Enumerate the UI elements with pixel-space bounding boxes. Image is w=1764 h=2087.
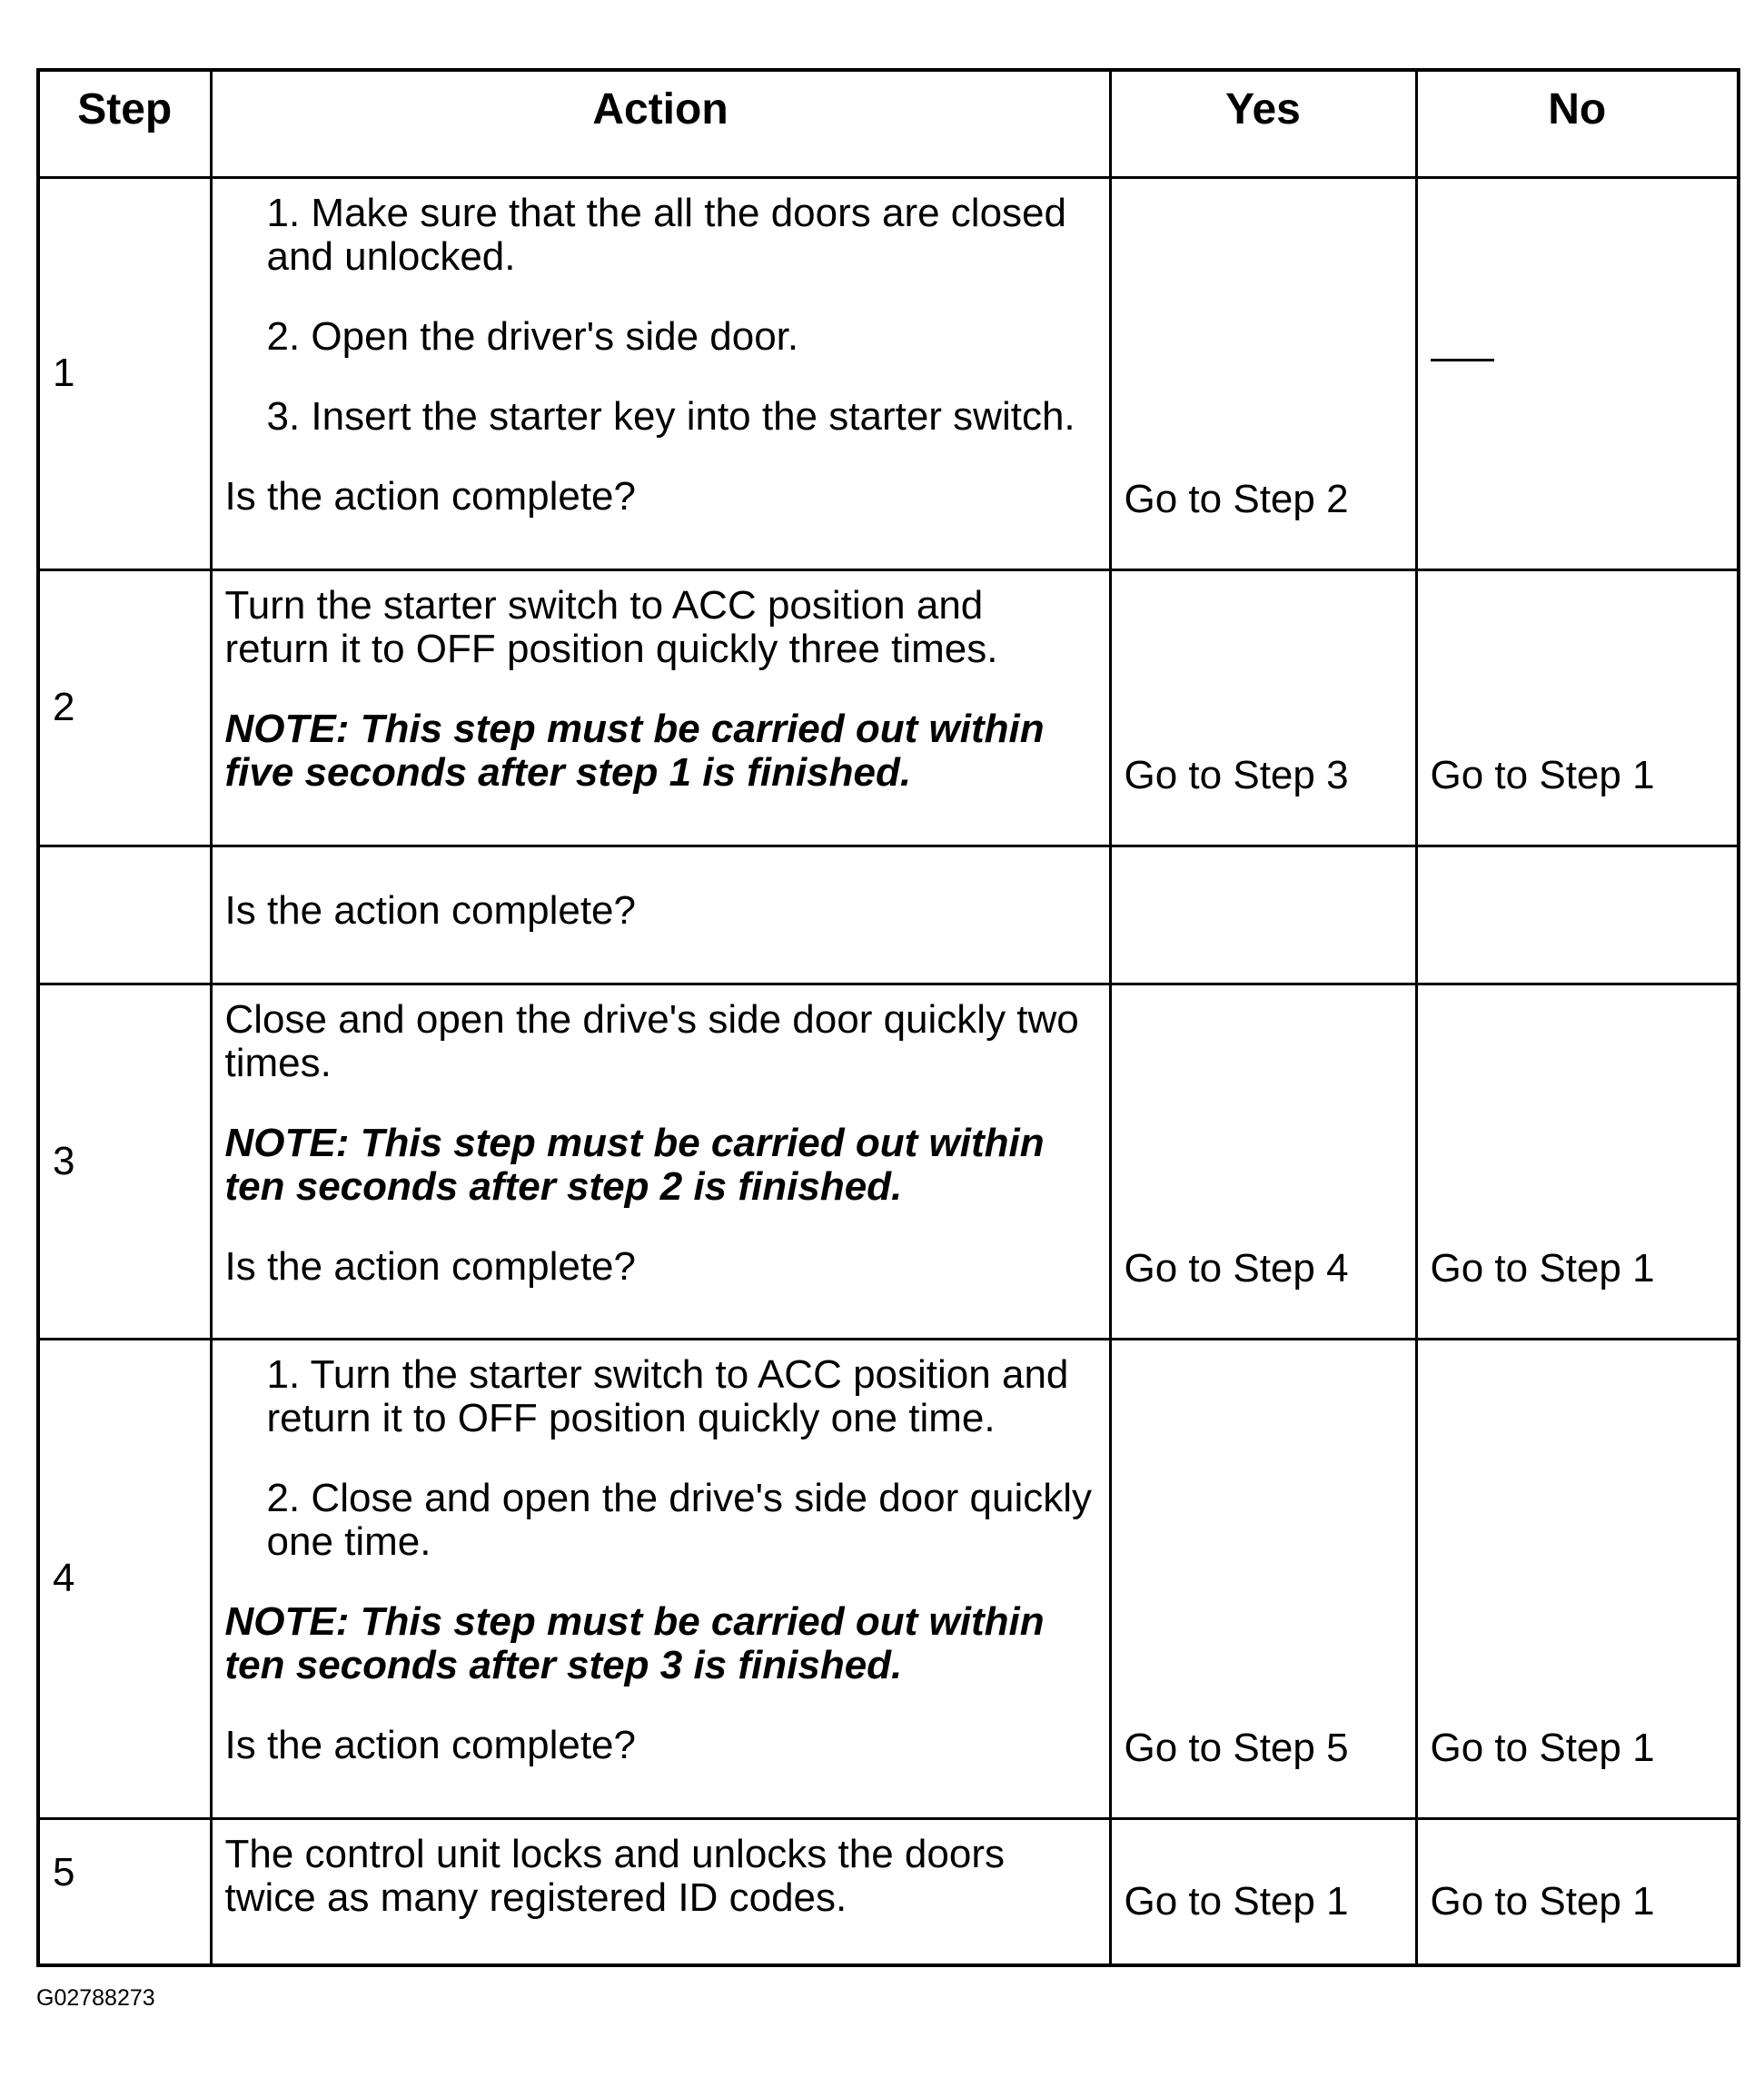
step-number [38,846,211,984]
action-item: 2. Close and open the drive's side door quickly one time. [266,1475,1092,1564]
action-cell [211,984,1110,1339]
action-item: 1. Make sure that the all the doors are closed and unlocked. [266,190,1066,279]
action-note: NOTE: This step must be carried out within five seconds after step 1 is finished. [224,706,1045,795]
header-no: No [1416,70,1739,177]
action-note: NOTE: This step must be carried out within ten seconds after step 2 is finished. [224,1120,1045,1209]
step-number: 5 [38,1818,211,1965]
action-question: Is the action complete? [224,888,636,933]
action-text: The control unit locks and unlocks the doors twice as many registered ID codes. [224,1831,1005,1920]
action-cell [211,1818,1110,1965]
action-cell [211,569,1110,846]
header-action: Action [211,70,1110,177]
table-row [38,984,1739,1339]
action-item: 3. Insert the starter key into the starter switch. [266,393,1075,439]
figure-code: G02788273 [36,1985,155,2011]
action-question: Is the action complete? [224,473,636,519]
action-question: Is the action complete? [224,1722,636,1767]
no-result [1416,177,1739,569]
yes-result: Go to Step 4 [1110,984,1416,1339]
table-row [38,1339,1739,1818]
header-step: Step [38,70,211,177]
yes-result [1110,846,1416,984]
action-item: 1. Turn the starter switch to ACC position and return it to OFF position quickly one time. [266,1351,1069,1440]
header-yes: Yes [1110,70,1416,177]
no-result [1416,846,1739,984]
no-result: Go to Step 1 [1416,569,1739,846]
diagnostic-table [36,68,1740,1967]
header-row [38,70,1739,177]
no-result: Go to Step 1 [1416,1818,1739,1965]
action-cell [211,177,1110,569]
action-note: NOTE: This step must be carried out within ten seconds after step 3 is finished. [224,1598,1045,1687]
step-number: 1 [38,177,211,569]
action-text: Close and open the drive's side door quickly two times. [224,996,1079,1085]
no-result: Go to Step 1 [1416,1339,1739,1818]
yes-result: Go to Step 3 [1110,569,1416,846]
step-number: 4 [38,1339,211,1818]
step-number: 3 [38,984,211,1339]
yes-result: Go to Step 5 [1110,1339,1416,1818]
table-row [38,177,1739,569]
yes-result: Go to Step 1 [1110,1818,1416,1965]
action-cell [211,1339,1110,1818]
yes-result: Go to Step 2 [1110,177,1416,569]
table-row [38,569,1739,846]
action-item: 2. Open the driver's side door. [266,313,799,359]
no-result: Go to Step 1 [1416,984,1739,1339]
dash-mark [1431,359,1494,361]
table-row [38,1818,1739,1965]
action-text: Turn the starter switch to ACC position and return it to OFF position quickly three times. [224,582,998,671]
table-row [38,846,1739,984]
action-cell [211,846,1110,984]
action-question: Is the action complete? [224,1243,636,1289]
step-number: 2 [38,569,211,846]
